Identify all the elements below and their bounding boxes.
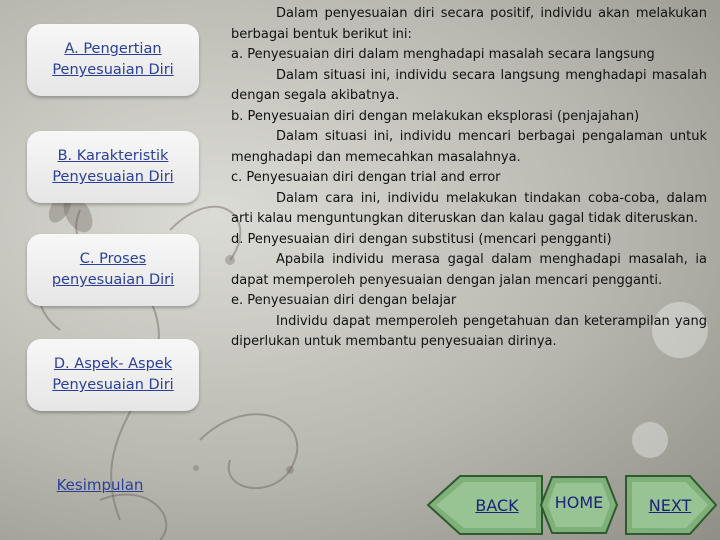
content-paragraph: a. Penyesuaian diri dalam menghadapi masalah secara langsung (231, 47, 655, 62)
nav-aspek-button[interactable] (27, 339, 199, 411)
content-paragraph: e. Penyesuaian diri dengan belajar (231, 293, 457, 308)
content-paragraph: c. Penyesuaian diri dengan trial and error (231, 170, 501, 185)
next-button[interactable] (624, 474, 718, 536)
back-button[interactable] (426, 474, 544, 536)
content-text-area (231, 4, 707, 353)
content-paragraph: Dalam penyesuaian diri secara positif, individu akan melakukan berbagai bentuk berikut ini: (231, 6, 707, 42)
home-button[interactable] (538, 474, 620, 536)
nav-pengertian-button[interactable] (27, 24, 199, 96)
nav-karakteristik-label: B. Karakteristik Penyesuaian Diri (52, 148, 174, 185)
home-button-label: HOME (554, 492, 604, 512)
nav-proses-label: C. Proses penyesuaian Diri (51, 251, 175, 288)
back-button-label: BACK (475, 495, 519, 515)
content-paragraph: Dalam cara ini, individu melakukan tindakan coba-coba, dalam arti kalau menguntungkan diteruskan dan kalau gagal tidak diteruskan. (231, 190, 707, 226)
nav-proses-button[interactable] (27, 234, 199, 306)
content-paragraph: Dalam situasi ini, individu secara langsung menghadapi masalah dengan segala akibatnya. (231, 67, 707, 103)
nav-aspek-label: D. Aspek- Aspek Penyesuaian Diri (52, 356, 174, 393)
content-paragraph: Individu dapat memperoleh pengetahuan dan keterampilan yang diperlukan untuk membantu penyesuaian dirinya. (231, 313, 707, 349)
nav-pengertian-label: A. Pengertian Penyesuaian Diri (52, 41, 174, 78)
nav-kesimpulan-link[interactable]: Kesimpulan (56, 476, 144, 494)
content-paragraph: Dalam situasi ini, individu mencari berbagai pengalaman untuk menghadapi dan memecahkan masalahnya. (231, 129, 707, 165)
content-paragraph: b. Penyesuaian diri dengan melakukan eksplorasi (penjajahan) (231, 108, 640, 124)
content-paragraph: Apabila individu merasa gagal dalam menghadapi masalah, ia dapat memperoleh penyesuaian dengan jalan mencari pengganti. (231, 252, 707, 288)
content-paragraph: d. Penyesuaian diri dengan substitusi (mencari pengganti) (231, 231, 612, 247)
nav-karakteristik-button[interactable] (27, 131, 199, 203)
next-button-label: NEXT (648, 495, 692, 515)
